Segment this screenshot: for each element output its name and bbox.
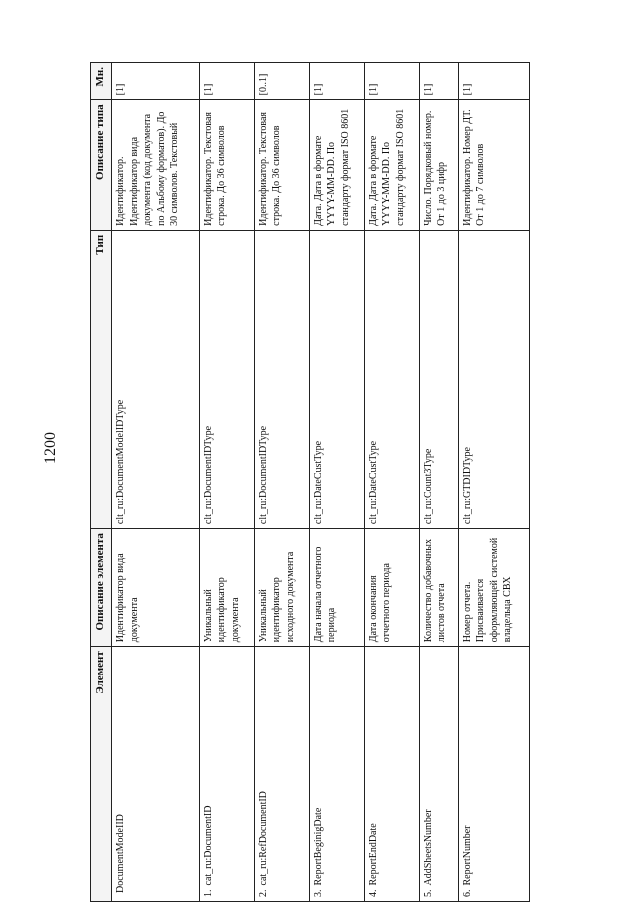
- element-name: ReportBeginigDate: [312, 807, 324, 886]
- page-number: 1200: [42, 432, 59, 464]
- rotated-table-wrapper: [90, 62, 530, 902]
- cell-element-desc: Дата окончания отчетного периода: [364, 529, 419, 647]
- header-type: Тип: [91, 230, 112, 528]
- cell-element: [419, 647, 458, 902]
- cell-type: clt_ru:DocumentIDType: [199, 230, 254, 528]
- cell-mult: [1]: [364, 63, 419, 100]
- cell-mult: [1]: [112, 63, 200, 100]
- cell-element-desc: Номер отчета. Присваивается оформляющей системой владельца СВХ: [458, 529, 529, 647]
- element-name: ReportEndDate: [367, 823, 379, 886]
- header-element: Элемент: [91, 647, 112, 902]
- cell-type-desc: Дата. Дата в формате YYYY-MM-DD. По стандарту формат ISO 8601: [364, 100, 419, 231]
- element-name: ReportNumber: [461, 825, 473, 886]
- cell-element-desc: Уникальный идентификатор исходного документа: [254, 529, 309, 647]
- element-name: cat_ru:RefDocumentID: [257, 791, 269, 886]
- cell-type: clt_ru:GTDIDType: [458, 230, 529, 528]
- cell-mult: [1]: [199, 63, 254, 100]
- cell-element: [112, 647, 200, 902]
- cell-mult: [1]: [458, 63, 529, 100]
- table-row: [112, 63, 200, 902]
- table-row: [199, 63, 254, 902]
- cell-type-desc: Идентификатор. Текстовая строка. До 36 символов: [199, 100, 254, 231]
- cell-type: clt_ru:DocumentIDType: [254, 230, 309, 528]
- header-element-desc: Описание элемента: [91, 529, 112, 647]
- element-name: cat_ru:DocumentID: [202, 805, 214, 886]
- element-name: DocumentModeIID: [115, 814, 126, 893]
- table-row: [309, 63, 364, 902]
- row-number: 6.: [461, 889, 473, 897]
- row-number: 2.: [257, 889, 269, 897]
- cell-mult: [1]: [309, 63, 364, 100]
- element-spec-table: [90, 62, 530, 902]
- header-type-desc: Описание типа: [91, 100, 112, 231]
- header-mult: Мн.: [91, 63, 112, 100]
- table-header-row: [91, 63, 112, 902]
- row-number: 4.: [367, 889, 379, 897]
- cell-type-desc: Число. Порядковый номер. От 1 до 3 цифр: [419, 100, 458, 231]
- table-row: [364, 63, 419, 902]
- row-number: 3.: [312, 889, 324, 897]
- cell-element-desc: Количество добавочных листов отчета: [419, 529, 458, 647]
- cell-mult: [1]: [419, 63, 458, 100]
- element-name: AddSheetsNumber: [422, 809, 434, 886]
- row-number: 5.: [422, 889, 434, 897]
- cell-element: [458, 647, 529, 902]
- row-number: 1.: [202, 889, 214, 897]
- cell-type: clt_ru:DateCustType: [309, 230, 364, 528]
- cell-element: [309, 647, 364, 902]
- cell-type-desc: Идентификатор. Номер ДТ. От 1 до 7 символов: [458, 100, 529, 231]
- cell-type: clt_ru:DocumentModelIDType: [112, 230, 200, 528]
- cell-element: [364, 647, 419, 902]
- table-row: [458, 63, 529, 902]
- cell-element-desc: Дата начала отчетного периода: [309, 529, 364, 647]
- cell-type-desc: Идентификатор. Текстовая строка. До 36 символов: [254, 100, 309, 231]
- cell-type-desc: Дата. Дата в формате YYYY-MM-DD. По стандарту формат ISO 8601: [309, 100, 364, 231]
- cell-mult: [0..1]: [254, 63, 309, 100]
- cell-element: [199, 647, 254, 902]
- cell-type: clt_ru:DateCustType: [364, 230, 419, 528]
- cell-type: clt_ru:Count3Type: [419, 230, 458, 528]
- cell-element-desc: Уникальный идентификатор документа: [199, 529, 254, 647]
- cell-element: [254, 647, 309, 902]
- cell-type-desc: Идентификатор. Идентификатор вида документа (код документа по Альбому форматов). До 30 символов. Текстовый: [112, 100, 200, 231]
- cell-element-desc: Идентификатор вида документа: [112, 529, 200, 647]
- table-row: [254, 63, 309, 902]
- table-row: [419, 63, 458, 902]
